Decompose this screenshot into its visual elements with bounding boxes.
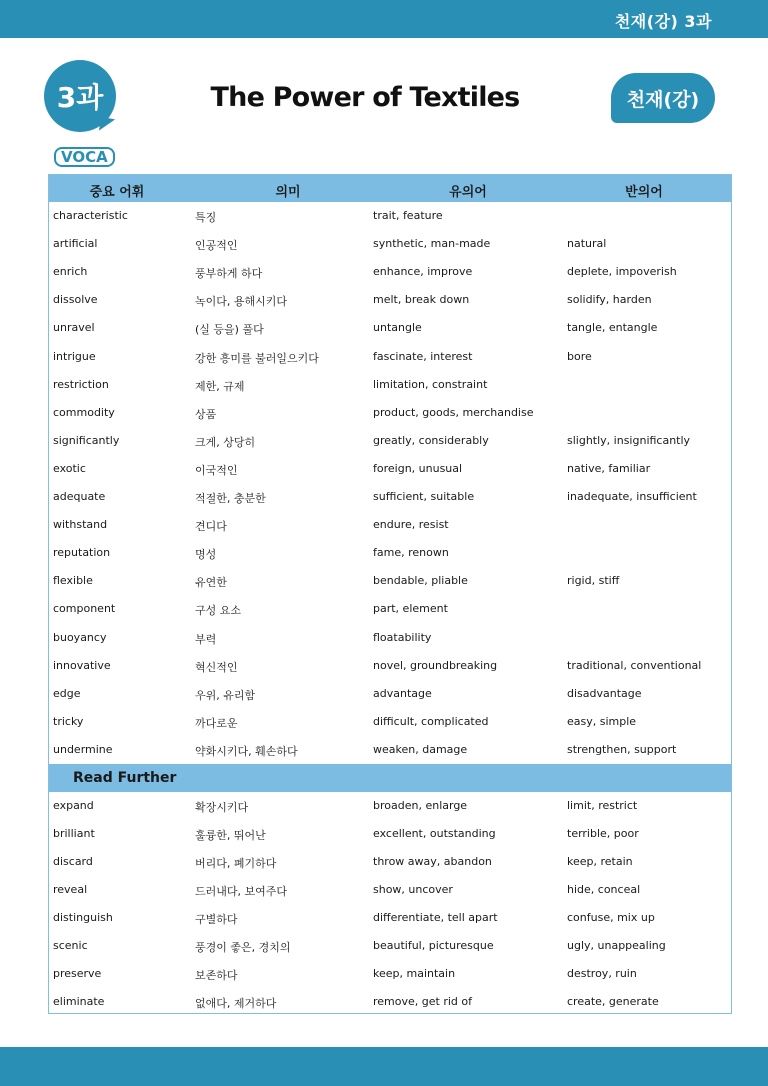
cell-word: scenic (53, 939, 88, 952)
cell-word: undermine (53, 742, 113, 756)
cell-synonym: product, goods, merchandise (373, 405, 534, 419)
cell-word: reveal (53, 883, 88, 896)
cell-synonym: untangle (373, 321, 422, 335)
cell-synonym: weaken, damage (373, 742, 468, 756)
cell-meaning: 견디다 (195, 520, 227, 534)
cell-word: enrich (53, 265, 88, 279)
cell-antonym: terrible, poor (567, 827, 639, 840)
publisher-badge: 천재(강) (611, 73, 715, 123)
cell-synonym: advantage (373, 686, 432, 700)
cell-word: eliminate (53, 995, 105, 1008)
cell-synonym: fascinate, interest (373, 349, 473, 363)
table-row (49, 511, 731, 539)
cell-antonym: ugly, unappealing (567, 939, 666, 952)
cell-word: restriction (53, 377, 109, 391)
cell-synonym: greatly, considerably (373, 433, 489, 447)
cell-antonym: slightly, insignificantly (567, 433, 691, 447)
table-row (49, 427, 731, 455)
table-row (49, 624, 731, 652)
cell-synonym: broaden, enlarge (373, 799, 468, 812)
cell-antonym: solidify, harden (567, 293, 652, 307)
cell-meaning: 상품 (195, 407, 217, 421)
table-header-row (49, 175, 731, 202)
cell-word: expand (53, 799, 94, 812)
cell-synonym: limitation, constraint (373, 377, 488, 391)
table-row (49, 960, 731, 988)
table-row (49, 371, 731, 399)
cell-antonym: create, generate (567, 995, 659, 1008)
cell-meaning: 혁신적인 (195, 660, 238, 674)
cell-meaning: 녹이다, 용해시키다 (195, 295, 288, 309)
cell-antonym: inadequate, insufficient (567, 490, 697, 503)
cell-meaning: 제한, 규제 (195, 379, 245, 393)
cell-antonym: limit, restrict (567, 799, 638, 812)
cell-word: intrigue (53, 349, 96, 363)
lesson-number-badge: 3과 (44, 60, 116, 132)
cell-antonym: traditional, conventional (567, 658, 702, 672)
table-row (49, 595, 731, 623)
table-row (49, 258, 731, 286)
cell-synonym: keep, maintain (373, 967, 456, 980)
cell-synonym: remove, get rid of (373, 995, 472, 1008)
cell-word: tricky (53, 714, 84, 728)
table-row (49, 736, 731, 764)
cell-synonym: difficult, complicated (373, 714, 489, 728)
table-row (49, 455, 731, 483)
table-row (49, 848, 731, 876)
column-header-synonym: 유의어 (449, 185, 487, 200)
table-row (49, 792, 731, 820)
cell-meaning: 구성 요소 (195, 604, 242, 618)
cell-synonym: melt, break down (373, 293, 470, 307)
cell-antonym: easy, simple (567, 714, 637, 728)
cell-meaning: 보존하다 (195, 969, 238, 982)
cell-word: commodity (53, 405, 115, 419)
cell-meaning: (실 등을) 풀다 (195, 323, 264, 337)
cell-synonym: foreign, unusual (373, 461, 463, 475)
cell-word: significantly (53, 433, 120, 447)
cell-meaning: 버리다, 폐기하다 (195, 857, 277, 870)
cell-word: withstand (53, 518, 108, 532)
cell-antonym: rigid, stiff (567, 574, 620, 588)
cell-meaning: 우위, 유리함 (195, 688, 256, 702)
cell-word: distinguish (53, 911, 113, 924)
cell-word: adequate (53, 490, 106, 503)
page-title: The Power of Textiles (210, 82, 520, 113)
cell-meaning: 명성 (195, 548, 217, 562)
column-header-meaning: 의미 (275, 185, 301, 200)
publisher-lesson-label: 천재(강) 3과 (614, 12, 712, 31)
cell-synonym: beautiful, picturesque (373, 939, 494, 952)
cell-synonym: synthetic, man-made (373, 237, 491, 251)
cell-antonym: tangle, entangle (567, 321, 658, 335)
cell-meaning: 부력 (195, 632, 217, 646)
cell-synonym: sufficient, suitable (373, 490, 475, 503)
table-row (49, 708, 731, 736)
cell-word: discard (53, 855, 93, 868)
table-row (49, 483, 731, 511)
table-row (49, 820, 731, 848)
cell-word: artificial (53, 237, 98, 251)
cell-synonym: bendable, pliable (373, 574, 468, 588)
cell-word: preserve (53, 967, 102, 980)
cell-antonym: natural (567, 237, 607, 251)
table-row (49, 876, 731, 904)
cell-meaning: 드러내다, 보여주다 (195, 885, 288, 898)
table-row (49, 202, 731, 230)
cell-meaning: 까다로운 (195, 716, 238, 730)
cell-meaning: 없애다, 제거하다 (195, 997, 277, 1010)
table-row (49, 988, 731, 1016)
voca-tag: VOCA (54, 147, 115, 167)
cell-word: buoyancy (53, 630, 107, 644)
cell-synonym: show, uncover (373, 883, 453, 896)
cell-word: characteristic (53, 209, 128, 222)
cell-word: unravel (53, 321, 95, 335)
cell-word: exotic (53, 461, 86, 475)
table-row (49, 680, 731, 708)
table-row (49, 652, 731, 680)
table-row (49, 567, 731, 595)
cell-word: flexible (53, 574, 93, 588)
table-row (49, 343, 731, 371)
cell-meaning: 인공적인 (195, 239, 238, 253)
cell-synonym: fame, renown (373, 546, 449, 560)
cell-synonym: differentiate, tell apart (373, 911, 498, 924)
cell-synonym: trait, feature (373, 209, 443, 222)
cell-antonym: bore (567, 349, 592, 363)
cell-meaning: 이국적인 (195, 463, 238, 477)
cell-antonym: destroy, ruin (567, 967, 637, 980)
table-row (49, 399, 731, 427)
cell-word: component (53, 602, 116, 616)
cell-synonym: excellent, outstanding (373, 827, 496, 840)
cell-meaning: 풍부하게 하다 (195, 267, 263, 281)
column-header-word: 중요 어휘 (89, 185, 145, 200)
cell-synonym: novel, groundbreaking (373, 658, 498, 672)
cell-word: reputation (53, 546, 111, 560)
cell-antonym: hide, conceal (567, 883, 641, 896)
cell-meaning: 유연한 (195, 576, 227, 590)
table-row (49, 286, 731, 314)
bottom-banner (0, 1047, 768, 1086)
cell-word: edge (53, 686, 81, 700)
cell-antonym: keep, retain (567, 855, 633, 868)
cell-synonym: part, element (373, 602, 448, 616)
read-further-label: Read Further (73, 770, 177, 786)
column-header-antonym: 반의어 (625, 185, 663, 200)
cell-meaning: 특징 (195, 211, 217, 224)
cell-meaning: 확장시키다 (195, 801, 249, 814)
cell-synonym: endure, resist (373, 518, 449, 532)
cell-antonym: native, familiar (567, 461, 651, 475)
cell-antonym: deplete, impoverish (567, 265, 677, 279)
cell-word: innovative (53, 658, 111, 672)
table-row (49, 539, 731, 567)
cell-synonym: throw away, abandon (373, 855, 492, 868)
table-row (49, 904, 731, 932)
cell-meaning: 적절한, 충분한 (195, 492, 266, 505)
cell-word: dissolve (53, 293, 98, 307)
cell-meaning: 크게, 상당히 (195, 435, 256, 449)
cell-synonym: floatability (373, 630, 432, 644)
table-row (49, 230, 731, 258)
read-further-header (49, 764, 731, 792)
vocabulary-table (48, 174, 732, 1014)
cell-meaning: 약화시키다, 훼손하다 (195, 744, 298, 758)
cell-meaning: 훌륭한, 뛰어난 (195, 829, 266, 842)
cell-antonym: disadvantage (567, 686, 642, 700)
table-row (49, 932, 731, 960)
table-row (49, 314, 731, 342)
top-banner (0, 0, 768, 38)
cell-synonym: enhance, improve (373, 265, 473, 279)
cell-meaning: 강한 흥미를 불러일으키다 (195, 351, 319, 365)
cell-meaning: 풍경이 좋은, 경치의 (195, 941, 291, 954)
cell-meaning: 구별하다 (195, 913, 238, 926)
cell-antonym: strengthen, support (567, 742, 677, 756)
cell-antonym: confuse, mix up (567, 911, 655, 924)
cell-word: brilliant (53, 827, 95, 840)
